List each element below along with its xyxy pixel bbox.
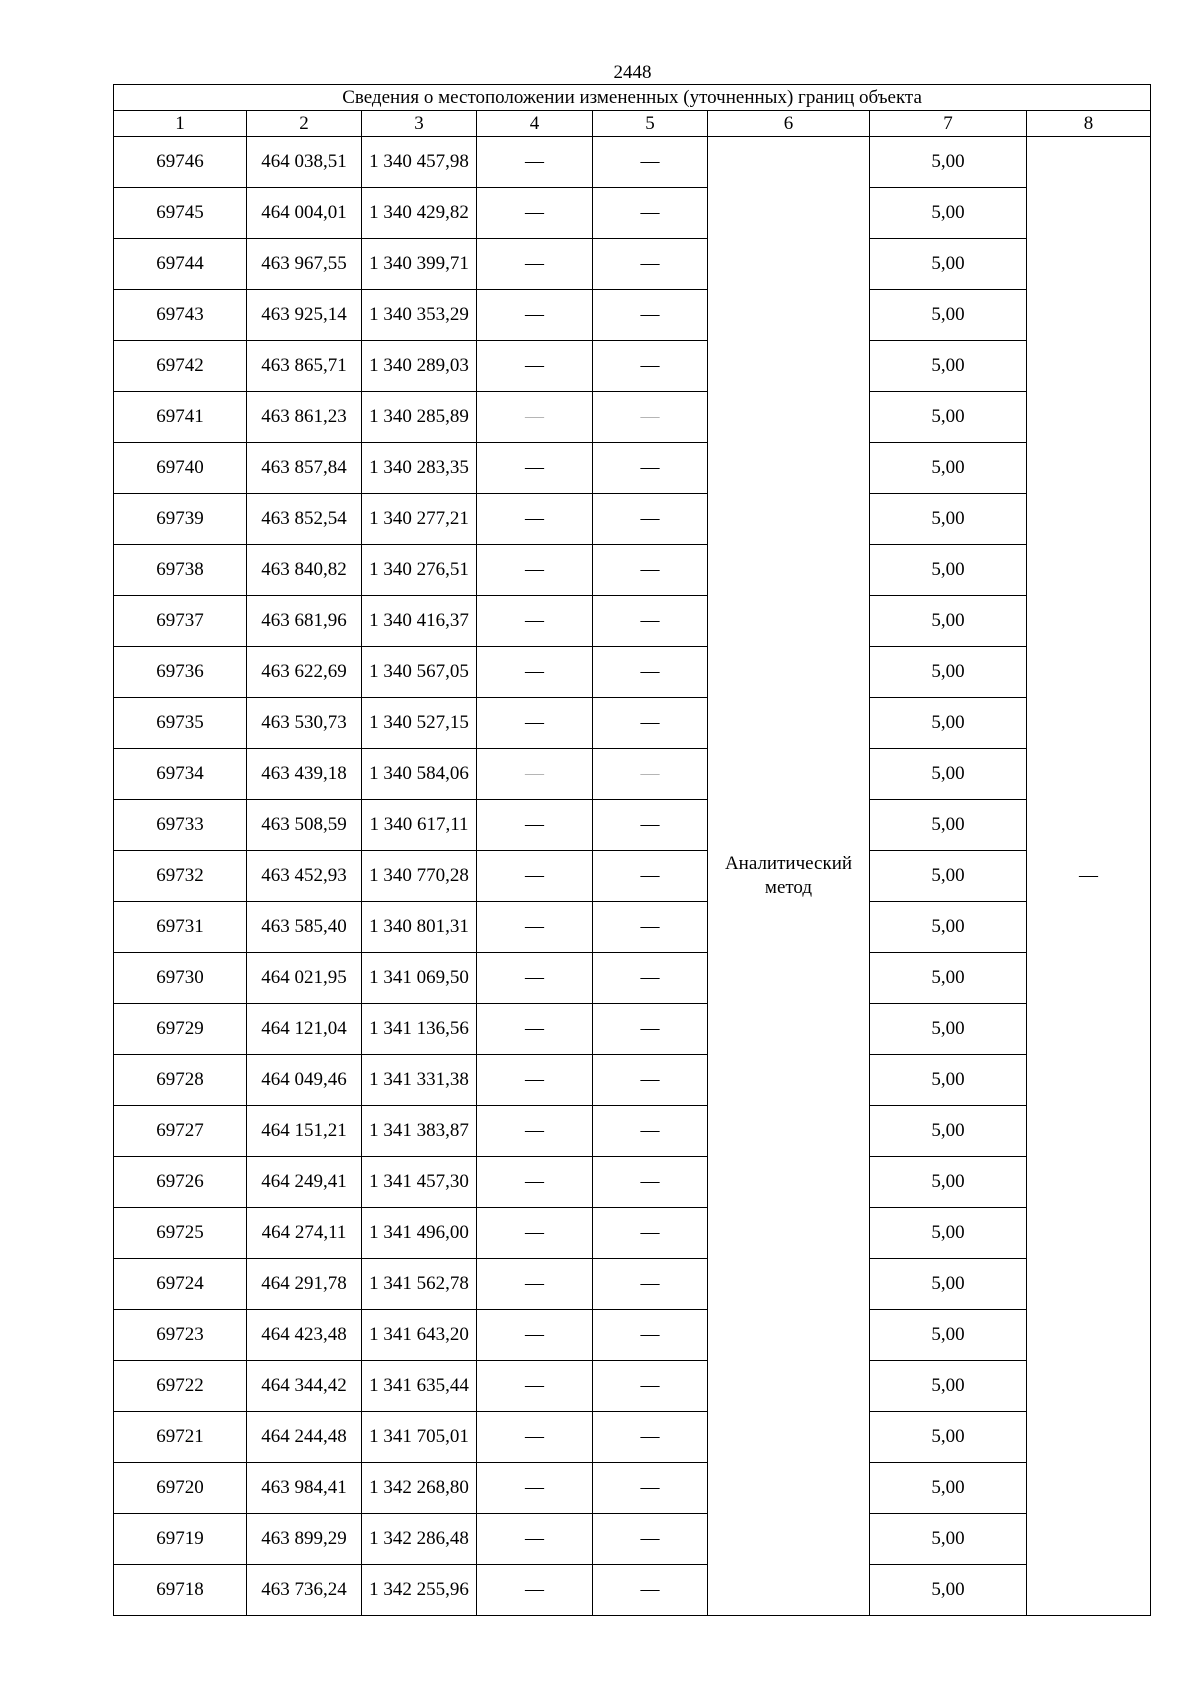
y-coordinate-cell: 1 340 527,15 xyxy=(362,698,477,749)
column-5-cell: — xyxy=(593,749,708,800)
column-5-cell: — xyxy=(593,290,708,341)
table-row xyxy=(114,1106,1151,1157)
column-4-cell: — xyxy=(477,749,593,800)
column-5-cell: — xyxy=(593,1157,708,1208)
column-7-cell: 5,00 xyxy=(870,1565,1027,1616)
column-7-cell: 5,00 xyxy=(870,1514,1027,1565)
y-coordinate-cell: 1 340 801,31 xyxy=(362,902,477,953)
column-7-cell: 5,00 xyxy=(870,953,1027,1004)
column-4-cell: — xyxy=(477,1361,593,1412)
column-4-cell: — xyxy=(477,1514,593,1565)
column-7-cell: 5,00 xyxy=(870,1106,1027,1157)
column-4-cell: — xyxy=(477,1004,593,1055)
table-row xyxy=(114,647,1151,698)
point-number-cell: 69742 xyxy=(114,341,247,392)
table-row xyxy=(114,749,1151,800)
column-7-cell: 5,00 xyxy=(870,1259,1027,1310)
column-7-cell: 5,00 xyxy=(870,290,1027,341)
column-4-cell: — xyxy=(477,953,593,1004)
column-4-cell: — xyxy=(477,392,593,443)
column-5-cell: — xyxy=(593,596,708,647)
column-4-cell: — xyxy=(477,1310,593,1361)
y-coordinate-cell: 1 340 429,82 xyxy=(362,188,477,239)
y-coordinate-cell: 1 340 276,51 xyxy=(362,545,477,596)
point-number-cell: 69741 xyxy=(114,392,247,443)
point-number-cell: 69740 xyxy=(114,443,247,494)
column-5-cell: — xyxy=(593,1259,708,1310)
point-number-cell: 69746 xyxy=(114,137,247,188)
x-coordinate-cell: 463 585,40 xyxy=(247,902,362,953)
y-coordinate-cell: 1 340 285,89 xyxy=(362,392,477,443)
column-7-cell: 5,00 xyxy=(870,749,1027,800)
point-number-cell: 69726 xyxy=(114,1157,247,1208)
column-5-cell: — xyxy=(593,1310,708,1361)
point-number-cell: 69720 xyxy=(114,1463,247,1514)
column-5-cell: — xyxy=(593,392,708,443)
point-number-cell: 69736 xyxy=(114,647,247,698)
x-coordinate-cell: 464 344,42 xyxy=(247,1361,362,1412)
table-row xyxy=(114,1157,1151,1208)
column-4-cell: — xyxy=(477,290,593,341)
column-5-cell: — xyxy=(593,1106,708,1157)
point-number-cell: 69731 xyxy=(114,902,247,953)
column-4-cell: — xyxy=(477,1463,593,1514)
column-7-cell: 5,00 xyxy=(870,188,1027,239)
point-number-cell: 69718 xyxy=(114,1565,247,1616)
x-coordinate-cell: 463 861,23 xyxy=(247,392,362,443)
column-5-cell: — xyxy=(593,1004,708,1055)
column-7-cell: 5,00 xyxy=(870,1412,1027,1463)
point-number-cell: 69734 xyxy=(114,749,247,800)
column-5-cell: — xyxy=(593,800,708,851)
column-5-cell: — xyxy=(593,443,708,494)
column-4-cell: — xyxy=(477,1157,593,1208)
column-4-cell: — xyxy=(477,596,593,647)
table-row xyxy=(114,1259,1151,1310)
column-5-cell: — xyxy=(593,698,708,749)
point-number-cell: 69725 xyxy=(114,1208,247,1259)
column-7-cell: 5,00 xyxy=(870,596,1027,647)
column-4-cell: — xyxy=(477,800,593,851)
point-number-cell: 69739 xyxy=(114,494,247,545)
y-coordinate-cell: 1 341 069,50 xyxy=(362,953,477,1004)
x-coordinate-cell: 464 004,01 xyxy=(247,188,362,239)
table-row xyxy=(114,1208,1151,1259)
column-4-cell: — xyxy=(477,341,593,392)
table-row xyxy=(114,290,1151,341)
table-row xyxy=(114,1361,1151,1412)
column-5-cell: — xyxy=(593,188,708,239)
point-number-cell: 69745 xyxy=(114,188,247,239)
y-coordinate-cell: 1 342 255,96 xyxy=(362,1565,477,1616)
column-7-cell: 5,00 xyxy=(870,1055,1027,1106)
column-7-cell: 5,00 xyxy=(870,392,1027,443)
x-coordinate-cell: 464 151,21 xyxy=(247,1106,362,1157)
point-number-cell: 69719 xyxy=(114,1514,247,1565)
x-coordinate-cell: 464 423,48 xyxy=(247,1310,362,1361)
column-4-cell: — xyxy=(477,188,593,239)
x-coordinate-cell: 463 840,82 xyxy=(247,545,362,596)
column-7-cell: 5,00 xyxy=(870,137,1027,188)
table-row xyxy=(114,1055,1151,1106)
y-coordinate-cell: 1 341 635,44 xyxy=(362,1361,477,1412)
y-coordinate-cell: 1 340 617,11 xyxy=(362,800,477,851)
column-7-cell: 5,00 xyxy=(870,341,1027,392)
column-7-cell: 5,00 xyxy=(870,494,1027,545)
column-5-cell: — xyxy=(593,647,708,698)
column-4-cell: — xyxy=(477,698,593,749)
x-coordinate-cell: 464 274,11 xyxy=(247,1208,362,1259)
y-coordinate-cell: 1 341 457,30 xyxy=(362,1157,477,1208)
point-number-cell: 69738 xyxy=(114,545,247,596)
column-4-cell: — xyxy=(477,1412,593,1463)
y-coordinate-cell: 1 340 567,05 xyxy=(362,647,477,698)
table-row xyxy=(114,239,1151,290)
x-coordinate-cell: 463 508,59 xyxy=(247,800,362,851)
y-coordinate-cell: 1 340 283,35 xyxy=(362,443,477,494)
point-number-cell: 69733 xyxy=(114,800,247,851)
y-coordinate-cell: 1 341 562,78 xyxy=(362,1259,477,1310)
column-5-cell: — xyxy=(593,1565,708,1616)
table-row xyxy=(114,698,1151,749)
column-4-cell: — xyxy=(477,137,593,188)
table-row xyxy=(114,341,1151,392)
column-5-cell: — xyxy=(593,1055,708,1106)
table-row xyxy=(114,902,1151,953)
column-4-cell: — xyxy=(477,1565,593,1616)
y-coordinate-cell: 1 340 584,06 xyxy=(362,749,477,800)
column-7-cell: 5,00 xyxy=(870,902,1027,953)
column-7-cell: 5,00 xyxy=(870,647,1027,698)
y-coordinate-cell: 1 340 289,03 xyxy=(362,341,477,392)
y-coordinate-cell: 1 340 770,28 xyxy=(362,851,477,902)
y-coordinate-cell: 1 340 353,29 xyxy=(362,290,477,341)
column-4-cell: — xyxy=(477,239,593,290)
x-coordinate-cell: 463 622,69 xyxy=(247,647,362,698)
column-7-cell: 5,00 xyxy=(870,851,1027,902)
column-4-cell: — xyxy=(477,1208,593,1259)
point-number-cell: 69724 xyxy=(114,1259,247,1310)
point-number-cell: 69729 xyxy=(114,1004,247,1055)
x-coordinate-cell: 463 736,24 xyxy=(247,1565,362,1616)
column-number: 7 xyxy=(870,111,1027,137)
point-number-cell: 69722 xyxy=(114,1361,247,1412)
column-5-cell: — xyxy=(593,1208,708,1259)
column-4-cell: — xyxy=(477,647,593,698)
y-coordinate-cell: 1 342 286,48 xyxy=(362,1514,477,1565)
y-coordinate-cell: 1 341 643,20 xyxy=(362,1310,477,1361)
column-5-cell: — xyxy=(593,494,708,545)
column-7-cell: 5,00 xyxy=(870,1463,1027,1514)
point-number-cell: 69735 xyxy=(114,698,247,749)
table-row xyxy=(114,1565,1151,1616)
column-5-cell: — xyxy=(593,545,708,596)
column-7-cell: 5,00 xyxy=(870,443,1027,494)
x-coordinate-cell: 463 984,41 xyxy=(247,1463,362,1514)
column-number-row xyxy=(114,111,1151,137)
table-row xyxy=(114,800,1151,851)
y-coordinate-cell: 1 341 383,87 xyxy=(362,1106,477,1157)
x-coordinate-cell: 464 291,78 xyxy=(247,1259,362,1310)
column-5-cell: — xyxy=(593,851,708,902)
y-coordinate-cell: 1 341 705,01 xyxy=(362,1412,477,1463)
table-row xyxy=(114,596,1151,647)
column-number: 3 xyxy=(362,111,477,137)
table-row xyxy=(114,1463,1151,1514)
x-coordinate-cell: 463 899,29 xyxy=(247,1514,362,1565)
x-coordinate-cell: 463 865,71 xyxy=(247,341,362,392)
column-5-cell: — xyxy=(593,1463,708,1514)
table-row xyxy=(114,443,1151,494)
y-coordinate-cell: 1 340 416,37 xyxy=(362,596,477,647)
column-number: 1 xyxy=(114,111,247,137)
y-coordinate-cell: 1 340 457,98 xyxy=(362,137,477,188)
x-coordinate-cell: 463 439,18 xyxy=(247,749,362,800)
column-7-cell: 5,00 xyxy=(870,239,1027,290)
column-4-cell: — xyxy=(477,902,593,953)
x-coordinate-cell: 463 967,55 xyxy=(247,239,362,290)
column-number: 4 xyxy=(477,111,593,137)
column-number: 5 xyxy=(593,111,708,137)
x-coordinate-cell: 463 852,54 xyxy=(247,494,362,545)
column-4-cell: — xyxy=(477,851,593,902)
column-number: 2 xyxy=(247,111,362,137)
x-coordinate-cell: 463 925,14 xyxy=(247,290,362,341)
column-4-cell: — xyxy=(477,443,593,494)
x-coordinate-cell: 464 049,46 xyxy=(247,1055,362,1106)
y-coordinate-cell: 1 342 268,80 xyxy=(362,1463,477,1514)
column-5-cell: — xyxy=(593,1412,708,1463)
table-row xyxy=(114,1412,1151,1463)
x-coordinate-cell: 464 038,51 xyxy=(247,137,362,188)
table-row xyxy=(114,188,1151,239)
x-coordinate-cell: 463 857,84 xyxy=(247,443,362,494)
table-row xyxy=(114,851,1151,902)
y-coordinate-cell: 1 341 331,38 xyxy=(362,1055,477,1106)
page-number: 2448 xyxy=(613,62,652,83)
point-number-cell: 69723 xyxy=(114,1310,247,1361)
y-coordinate-cell: 1 340 399,71 xyxy=(362,239,477,290)
point-number-cell: 69721 xyxy=(114,1412,247,1463)
table-row xyxy=(114,137,1151,188)
point-number-cell: 69728 xyxy=(114,1055,247,1106)
column-4-cell: — xyxy=(477,1259,593,1310)
table-row xyxy=(114,1310,1151,1361)
column-7-cell: 5,00 xyxy=(870,698,1027,749)
y-coordinate-cell: 1 341 496,00 xyxy=(362,1208,477,1259)
table-row xyxy=(114,1514,1151,1565)
point-number-cell: 69743 xyxy=(114,290,247,341)
column-number: 8 xyxy=(1027,111,1151,137)
table-row xyxy=(114,392,1151,443)
table-row xyxy=(114,1004,1151,1055)
column-7-cell: 5,00 xyxy=(870,545,1027,596)
point-number-cell: 69730 xyxy=(114,953,247,1004)
table-row xyxy=(114,545,1151,596)
column-5-cell: — xyxy=(593,953,708,1004)
column-7-cell: 5,00 xyxy=(870,1004,1027,1055)
x-coordinate-cell: 463 530,73 xyxy=(247,698,362,749)
column-7-cell: 5,00 xyxy=(870,1208,1027,1259)
y-coordinate-cell: 1 340 277,21 xyxy=(362,494,477,545)
column-5-cell: — xyxy=(593,239,708,290)
column-7-cell: 5,00 xyxy=(870,1310,1027,1361)
column-5-cell: — xyxy=(593,902,708,953)
column-5-cell: — xyxy=(593,341,708,392)
column-4-cell: — xyxy=(477,494,593,545)
column-7-cell: 5,00 xyxy=(870,800,1027,851)
point-number-cell: 69744 xyxy=(114,239,247,290)
column-number: 6 xyxy=(708,111,870,137)
table-row xyxy=(114,953,1151,1004)
boundary-coordinates-table xyxy=(113,84,1151,1616)
x-coordinate-cell: 464 244,48 xyxy=(247,1412,362,1463)
column-5-cell: — xyxy=(593,1361,708,1412)
point-number-cell: 69737 xyxy=(114,596,247,647)
column-4-cell: — xyxy=(477,1106,593,1157)
table-row xyxy=(114,494,1151,545)
column-4-cell: — xyxy=(477,1055,593,1106)
column-5-cell: — xyxy=(593,137,708,188)
column-4-cell: — xyxy=(477,545,593,596)
y-coordinate-cell: 1 341 136,56 xyxy=(362,1004,477,1055)
x-coordinate-cell: 463 681,96 xyxy=(247,596,362,647)
table-title: Сведения о местоположении измененных (уточненных) границ объекта xyxy=(114,85,1151,111)
column-7-cell: 5,00 xyxy=(870,1157,1027,1208)
point-number-cell: 69732 xyxy=(114,851,247,902)
x-coordinate-cell: 463 452,93 xyxy=(247,851,362,902)
x-coordinate-cell: 464 121,04 xyxy=(247,1004,362,1055)
method-cell: Аналитический метод xyxy=(708,137,870,1616)
x-coordinate-cell: 464 021,95 xyxy=(247,953,362,1004)
column-8-cell: — xyxy=(1027,137,1151,1616)
x-coordinate-cell: 464 249,41 xyxy=(247,1157,362,1208)
column-5-cell: — xyxy=(593,1514,708,1565)
column-7-cell: 5,00 xyxy=(870,1361,1027,1412)
point-number-cell: 69727 xyxy=(114,1106,247,1157)
